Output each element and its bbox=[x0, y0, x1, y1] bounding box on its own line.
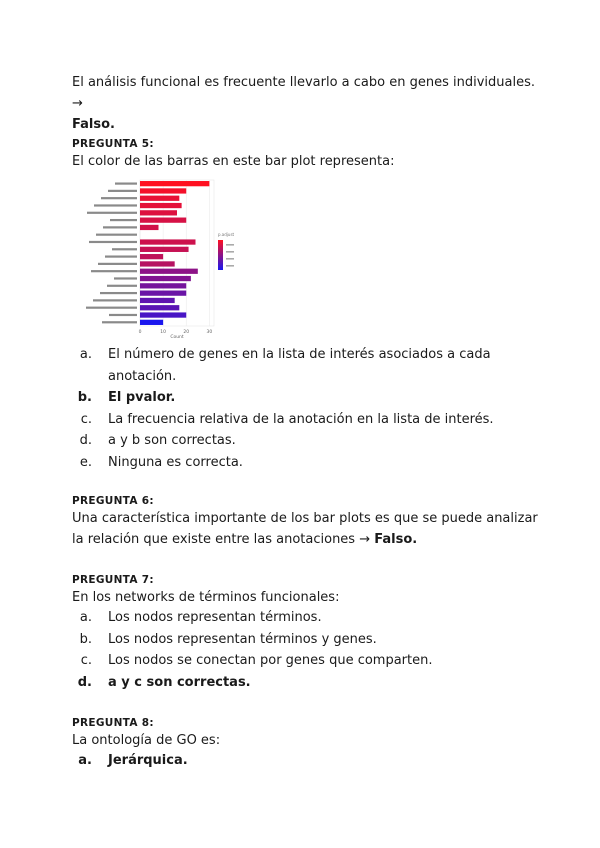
option-text: Los nodos representan términos y genes. bbox=[108, 631, 377, 647]
intro-statement bbox=[72, 72, 542, 135]
category-label bbox=[110, 219, 137, 221]
option-text: a y c son correctas. bbox=[108, 674, 251, 690]
x-tick-label: 20 bbox=[183, 330, 190, 335]
option-letter: e. bbox=[79, 454, 92, 470]
x-tick-label: 30 bbox=[206, 330, 213, 335]
option-letter: c. bbox=[80, 653, 92, 668]
intro-text bbox=[72, 72, 542, 135]
x-axis-label: Count bbox=[170, 335, 184, 338]
category-label bbox=[108, 190, 137, 192]
question-5-options bbox=[72, 344, 542, 473]
bar bbox=[140, 247, 189, 252]
bar bbox=[140, 291, 186, 296]
question-5-text: El color de las barras en este bar plot representa: bbox=[72, 154, 395, 169]
legend-tick-label bbox=[226, 244, 234, 246]
option-item bbox=[72, 452, 542, 474]
question-8 bbox=[72, 716, 542, 751]
category-label bbox=[86, 307, 137, 309]
bar bbox=[140, 320, 163, 325]
category-label bbox=[87, 212, 137, 214]
option-item bbox=[72, 750, 542, 772]
intro-question: El análisis funcional es frecuente llevarlo a cabo en genes individuales. → bbox=[72, 75, 535, 111]
question-6-statement: Una característica importante de los bar plots es que se puede analizar la relación que existe entre las anotaciones → bbox=[72, 511, 538, 547]
bar bbox=[140, 203, 182, 208]
category-label bbox=[105, 255, 137, 257]
option-item bbox=[72, 430, 542, 452]
bar bbox=[140, 239, 196, 244]
legend-tick-label bbox=[226, 251, 234, 253]
option-item bbox=[72, 344, 542, 387]
category-label bbox=[114, 277, 137, 279]
question-7-heading: PREGUNTA 7: bbox=[72, 574, 154, 586]
option-letter: a. bbox=[78, 753, 92, 768]
option-text: La frecuencia relativa de la anotación en la lista de interés. bbox=[108, 411, 494, 427]
category-label bbox=[100, 292, 137, 294]
question-6-text bbox=[72, 508, 542, 550]
option-letter: c. bbox=[80, 411, 92, 427]
option-item bbox=[72, 409, 542, 431]
question-6 bbox=[72, 494, 542, 550]
bar bbox=[140, 283, 186, 288]
question-7-options bbox=[72, 607, 542, 693]
option-text: El pvalor. bbox=[108, 390, 176, 405]
bar bbox=[140, 276, 191, 281]
question-8-options bbox=[72, 750, 542, 772]
bar bbox=[140, 181, 209, 186]
option-item bbox=[72, 650, 542, 672]
category-label bbox=[94, 204, 137, 206]
question-8-text: La ontología de GO es: bbox=[72, 733, 221, 748]
option-letter: a. bbox=[79, 610, 92, 625]
option-item bbox=[72, 672, 542, 694]
category-label bbox=[89, 241, 137, 243]
category-label bbox=[112, 248, 137, 250]
legend-tick-label bbox=[226, 258, 234, 260]
option-text: Jerárquica. bbox=[108, 753, 188, 768]
bar bbox=[140, 188, 186, 193]
option-letter: b. bbox=[77, 390, 92, 405]
bar bbox=[140, 218, 186, 223]
legend-title: p.adjust bbox=[218, 232, 235, 237]
question-7 bbox=[72, 573, 542, 608]
x-tick-label: 10 bbox=[160, 330, 166, 335]
category-label bbox=[109, 314, 137, 316]
option-text: Los nodos representan términos. bbox=[108, 610, 322, 625]
intro-answer: Falso. bbox=[72, 117, 115, 132]
bar bbox=[140, 196, 179, 201]
bar bbox=[140, 305, 179, 310]
bar bbox=[140, 298, 175, 303]
category-label bbox=[91, 270, 137, 272]
question-5 bbox=[72, 137, 542, 172]
category-label bbox=[93, 299, 137, 301]
category-label bbox=[102, 321, 137, 323]
plot-panel bbox=[140, 180, 214, 326]
option-text: Ninguna es correcta. bbox=[108, 454, 243, 470]
category-label bbox=[98, 263, 137, 265]
category-label bbox=[103, 226, 137, 228]
option-item bbox=[72, 629, 542, 651]
question-8-heading: PREGUNTA 8: bbox=[72, 717, 154, 729]
question-5-heading: PREGUNTA 5: bbox=[72, 138, 154, 150]
option-letter: a. bbox=[79, 347, 92, 362]
bar bbox=[140, 254, 163, 259]
bar bbox=[140, 269, 198, 274]
option-letter: d. bbox=[79, 433, 92, 448]
legend-colorbar bbox=[218, 240, 223, 270]
option-text: El número de genes en la lista de interés asociados a cada anotación. bbox=[108, 347, 491, 384]
bar bbox=[140, 225, 159, 230]
option-letter: b. bbox=[79, 631, 92, 647]
category-label bbox=[115, 182, 137, 184]
option-text: a y b son correctas. bbox=[108, 433, 236, 448]
category-label bbox=[101, 197, 137, 199]
bar-plot bbox=[72, 178, 242, 338]
option-letter: d. bbox=[77, 674, 92, 690]
option-item bbox=[72, 607, 542, 629]
category-label bbox=[96, 234, 137, 236]
x-tick-label: 0 bbox=[138, 330, 142, 335]
option-item bbox=[72, 387, 542, 409]
bar-plot-figure bbox=[72, 178, 242, 338]
bar bbox=[140, 261, 175, 266]
legend-tick-label bbox=[226, 265, 234, 267]
question-6-heading: PREGUNTA 6: bbox=[72, 495, 154, 507]
bar bbox=[140, 312, 186, 317]
option-text: Los nodos se conectan por genes que comparten. bbox=[108, 653, 433, 668]
question-6-answer: Falso. bbox=[374, 532, 418, 547]
bar bbox=[140, 210, 177, 215]
category-label bbox=[107, 285, 137, 287]
question-7-text: En los networks de términos funcionales: bbox=[72, 590, 340, 605]
